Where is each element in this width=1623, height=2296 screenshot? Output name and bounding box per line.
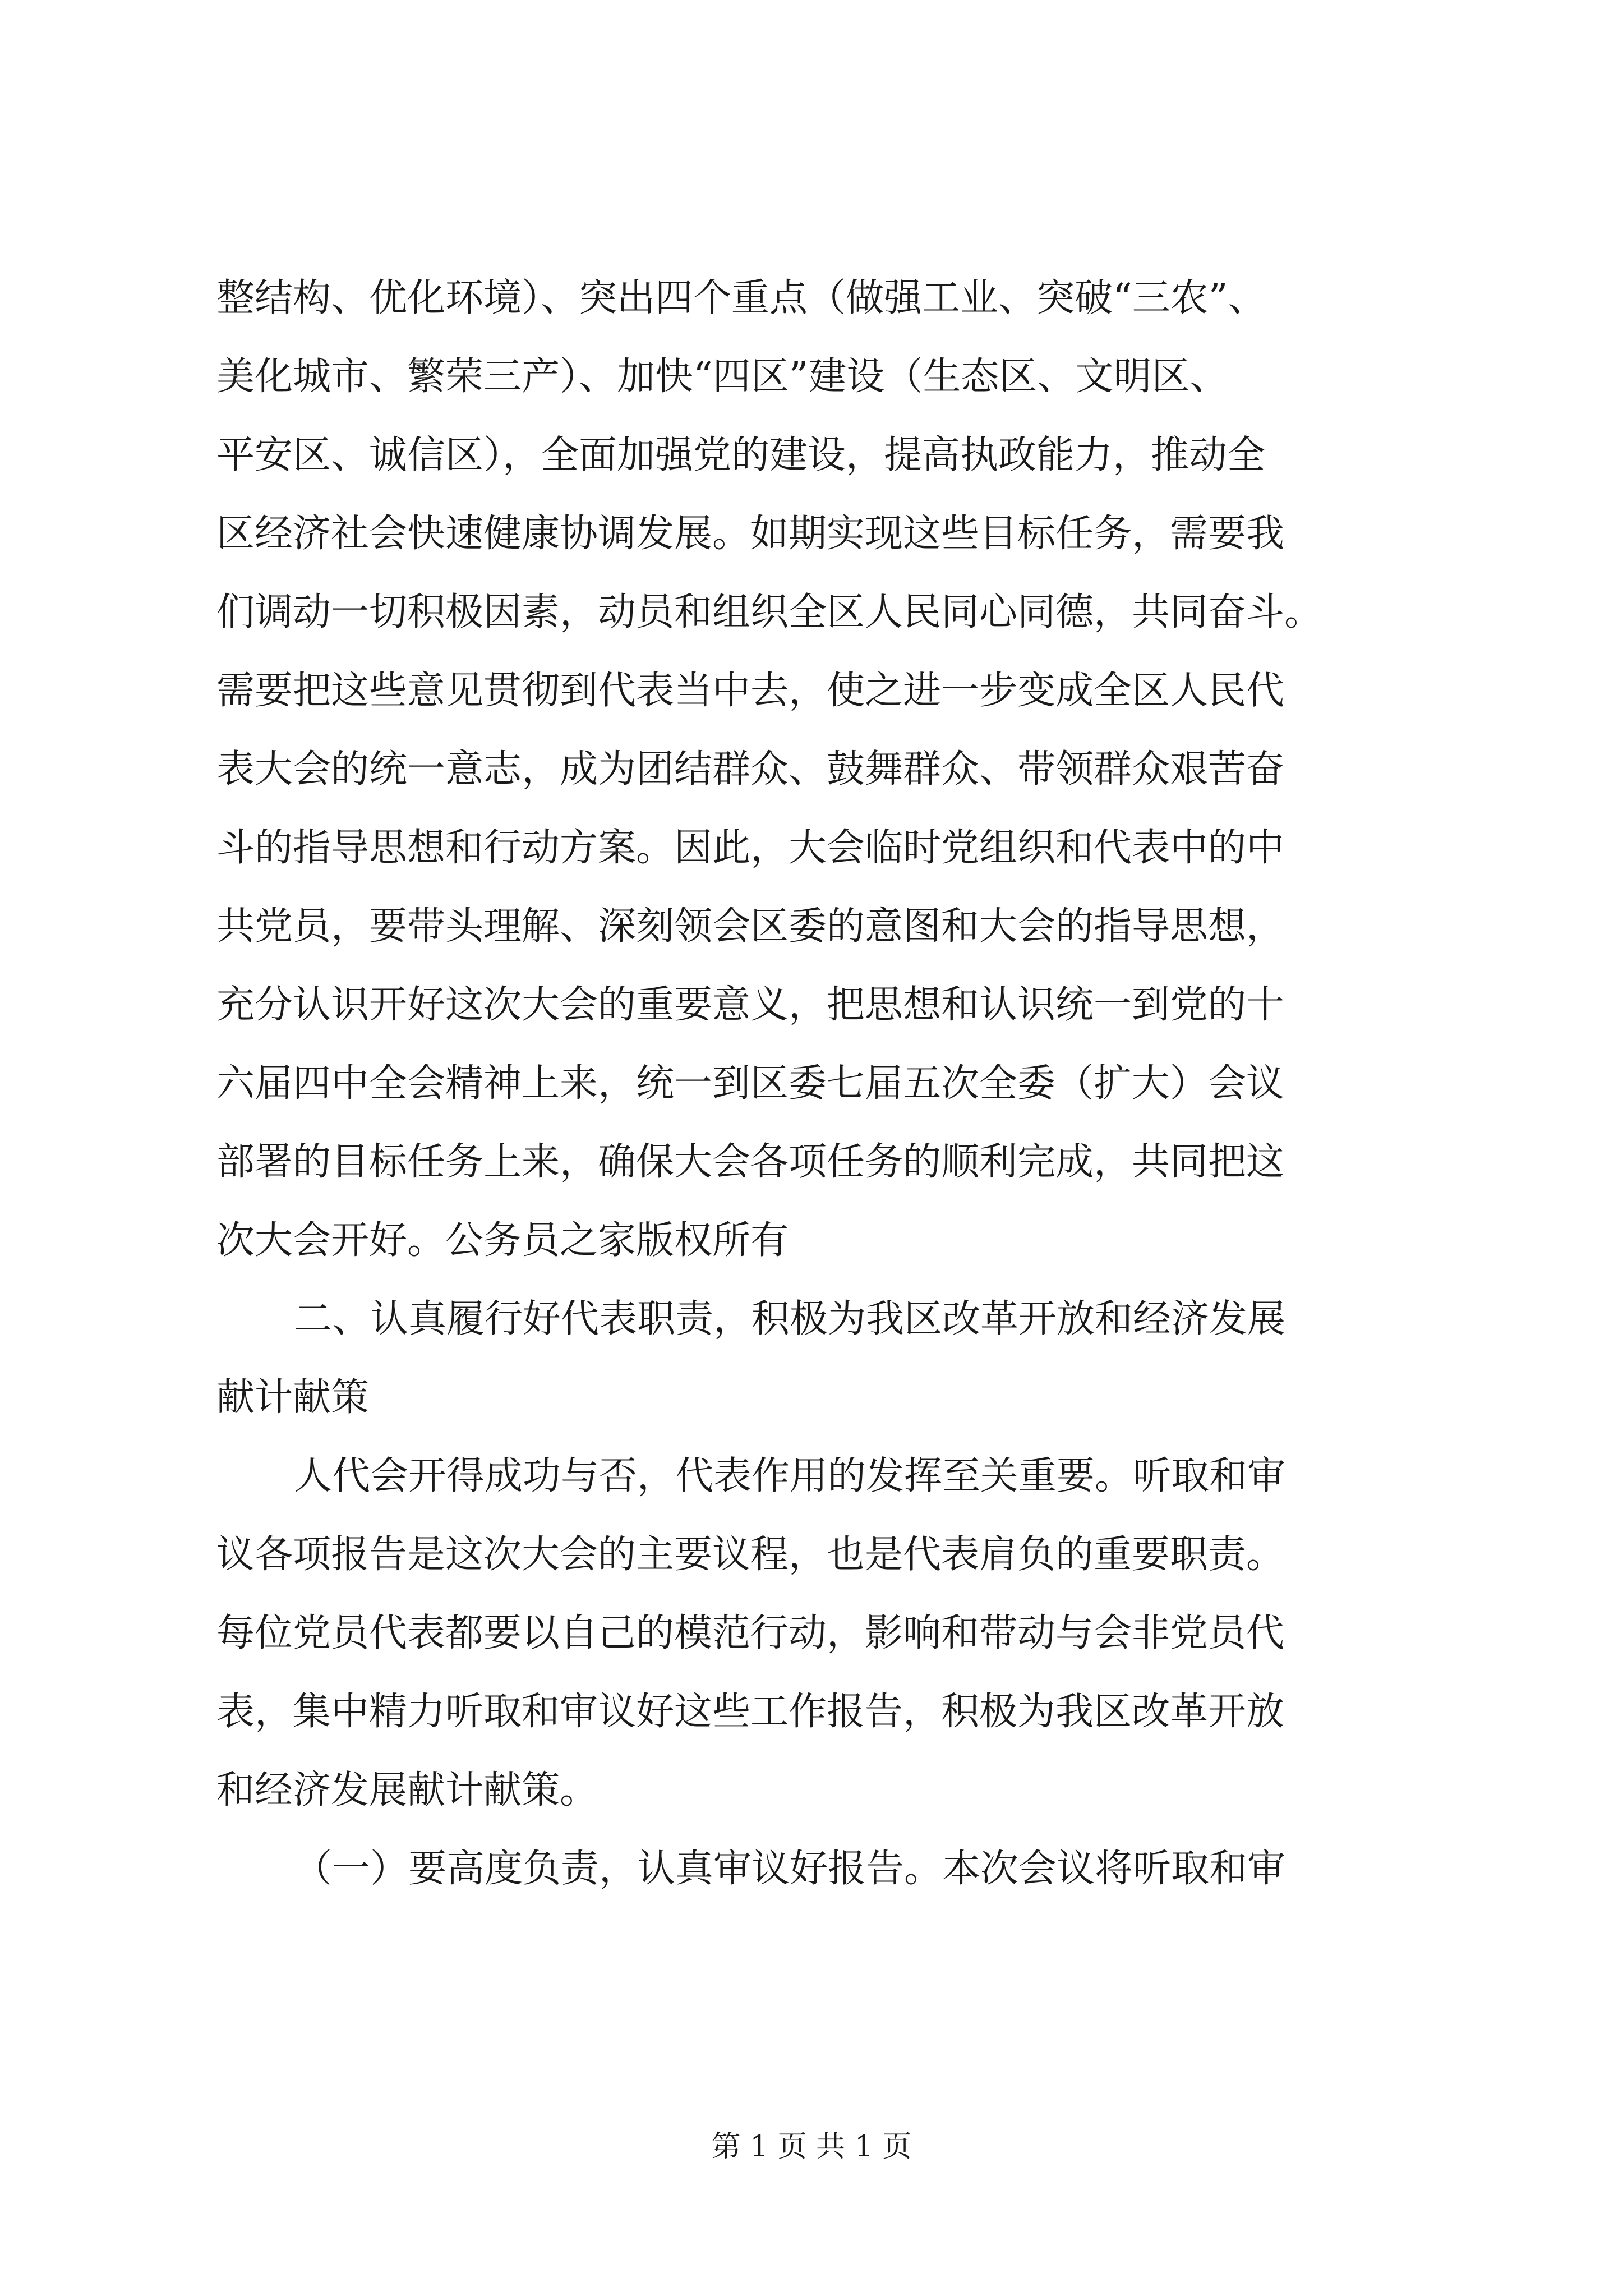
document-body (216, 259, 1428, 1908)
section-heading-line: 二、认真履行好代表职责，积极为我区改革开放和经济发展 (294, 1297, 1286, 1341)
text-line-19: 表，集中精力听取和审议好这些工作报告，积极为我区改革开放 (216, 1690, 1285, 1734)
subsection-heading-line: （一）要高度负责，认真审议好报告。本次会议将听取和审 (294, 1847, 1286, 1891)
text-line-1: 整结构、优化环境）、突出四个重点（做强工业、突破“三农”、 (216, 276, 1266, 320)
text-line-5: 们调动一切积极因素，动员和组织全区人民同心同德，共同奋斗。 (216, 590, 1323, 634)
text-line-13: 次大会开好。公务员之家版权所有 (216, 1218, 789, 1263)
text-line-12: 部署的目标任务上来，确保大会各项任务的顺利完成，共同把这 (216, 1140, 1285, 1184)
text-line-20: 和经济发展献计献策。 (216, 1768, 598, 1812)
text-line-10: 充分认识开好这次大会的重要意义，把思想和认识统一到党的十 (216, 983, 1285, 1027)
text-line-11: 六届四中全会精神上来，统一到区委七届五次全委（扩大）会议 (216, 1061, 1285, 1106)
text-line-4: 区经济社会快速健康协调发展。如期实现这些目标任务，需要我 (216, 512, 1285, 556)
section-heading-continuation: 献计献策 (216, 1375, 370, 1420)
paragraph-start-line: 人代会开得成功与否，代表作用的发挥至关重要。听取和审 (294, 1454, 1286, 1498)
text-line-6: 需要把这些意见贯彻到代表当中去，使之进一步变成全区人民代 (216, 669, 1285, 713)
text-line-2: 美化城市、繁荣三产）、加快“四区”建设（生态区、文明区、 (216, 355, 1228, 399)
text-line-9: 共党员，要带头理解、深刻领会区委的意图和大会的指导思想， (216, 904, 1285, 949)
page-footer (0, 2127, 1623, 2166)
text-line-7: 表大会的统一意志，成为团结群众、鼓舞群众、带领群众艰苦奋 (216, 747, 1285, 792)
page-number-label: 第 1 页 共 1 页 (711, 2130, 912, 2164)
text-line-17: 议各项报告是这次大会的主要议程，也是代表肩负的重要职责。 (216, 1533, 1285, 1577)
text-line-3: 平安区、诚信区），全面加强党的建设，提高执政能力，推动全 (216, 433, 1266, 477)
text-line-8: 斗的指导思想和行动方案。因此，大会临时党组织和代表中的中 (216, 826, 1285, 870)
text-line-18: 每位党员代表都要以自己的模范行动，影响和带动与会非党员代 (216, 1611, 1285, 1655)
